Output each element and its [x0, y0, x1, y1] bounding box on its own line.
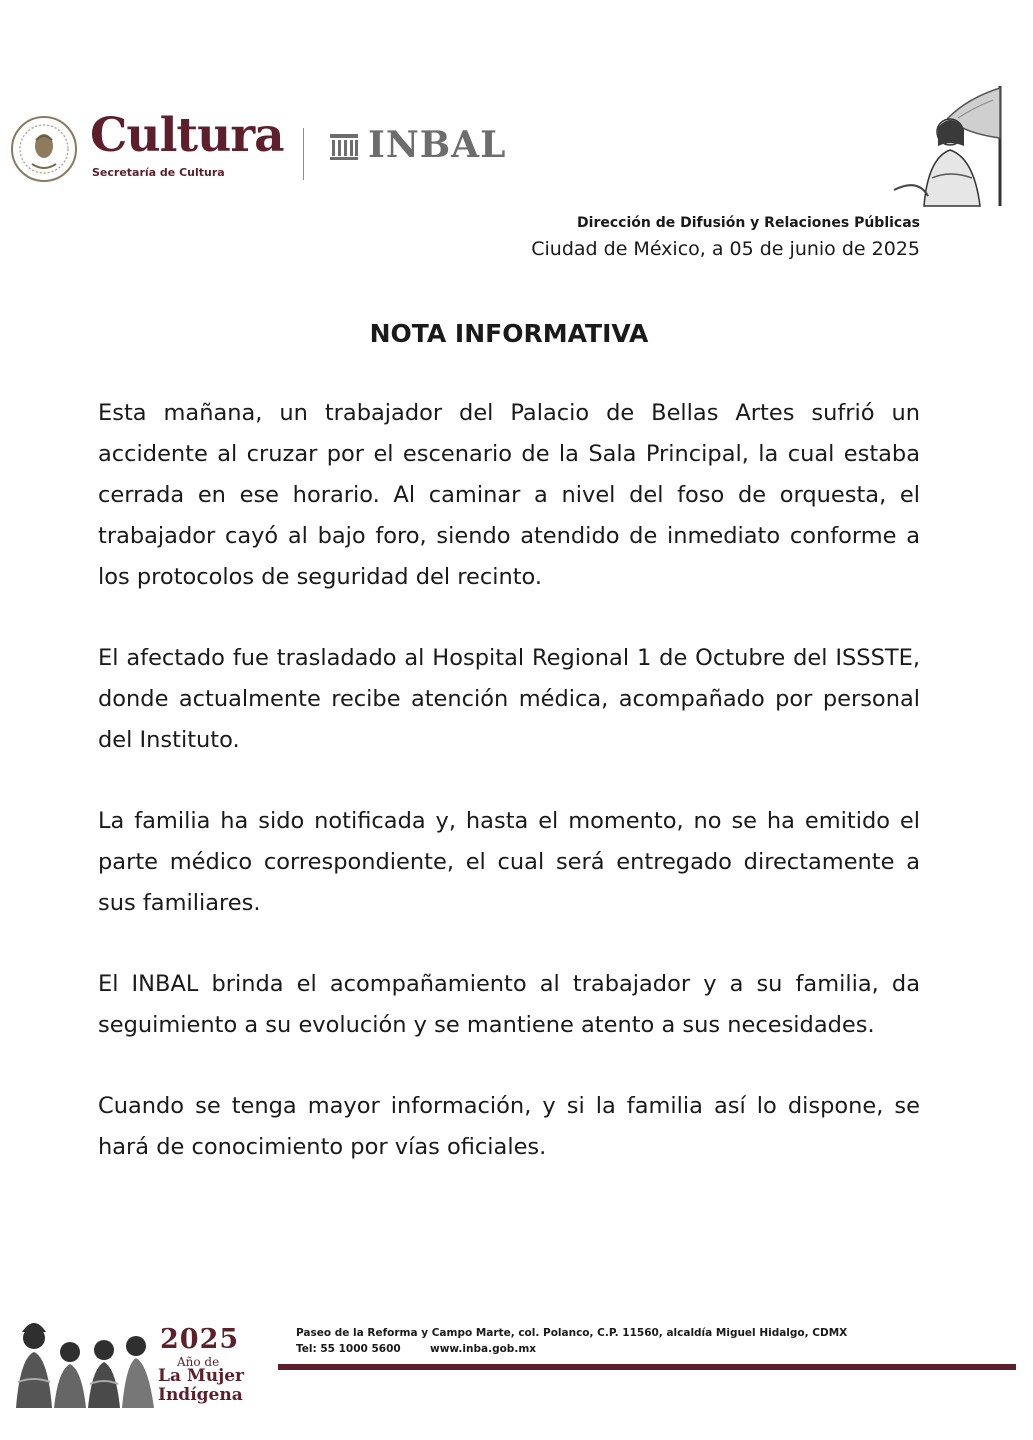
phone-number: Tel: 55 1000 5600 [296, 1343, 401, 1355]
header-divider [303, 128, 304, 180]
inbal-logo-wordmark: INBAL [368, 124, 507, 166]
document-title: NOTA INFORMATIVA [369, 319, 649, 348]
body-paragraph: Cuando se tenga mayor información, y si la familia así lo dispone, se hará de conocimiento por vías oficiales. [98, 1093, 920, 1160]
issuing-department: Dirección de Difusión y Relaciones Públicas [577, 215, 920, 231]
year-logo-subtitle: Año de [177, 1355, 220, 1369]
year-logo-number: 2025 [160, 1324, 240, 1355]
mexico-coat-of-arms-seal [10, 112, 78, 186]
body-paragraph: Esta mañana, un trabajador del Palacio de Bellas Artes sufrió un accidente al cruzar por el escenario de la Sala Principal, la cual estaba cerrada en ese horario. Al caminar a nivel del foso de orquesta, el trabajador cayó al bajo foro, siendo atendido de inmediato conforme a los protocolos de seguridad del recinto. [98, 400, 920, 590]
year-logo-line2: Indígena [158, 1385, 243, 1405]
woman-with-flag-illustration [888, 78, 1018, 208]
cultura-logo-wordmark: Cultura [90, 108, 284, 163]
postal-address: Paseo de la Reforma y Campo Marte, col. Polanco, C.P. 11560, alcaldía Miguel Hidalgo, CDMX [296, 1327, 848, 1339]
place-and-date: Ciudad de México, a 05 de junio de 2025 [531, 238, 920, 260]
body-paragraph: El INBAL brinda el acompañamiento al trabajador y a su familia, da seguimiento a su evolución y se mantiene atento a sus necesidades. [98, 971, 920, 1038]
document-body [98, 393, 920, 1208]
indigenous-women-illustration [8, 1312, 156, 1408]
year-logo-line1: La Mujer [158, 1366, 244, 1386]
body-paragraph: La familia ha sido notificada y, hasta el momento, no se ha emitido el parte médico correspondiente, el cual será entregado directamente a sus familiares. [98, 808, 920, 916]
footer-rule [278, 1364, 1016, 1370]
palacio-bellas-artes-icon [329, 133, 359, 161]
cultura-logo-subtitle: Secretaría de Cultura [92, 166, 225, 179]
website-link[interactable]: www.inba.gob.mx [430, 1343, 537, 1355]
body-paragraph: El afectado fue trasladado al Hospital Regional 1 de Octubre del ISSSTE, donde actualmente recibe atención médica, acompañado por personal del Instituto. [98, 645, 920, 753]
